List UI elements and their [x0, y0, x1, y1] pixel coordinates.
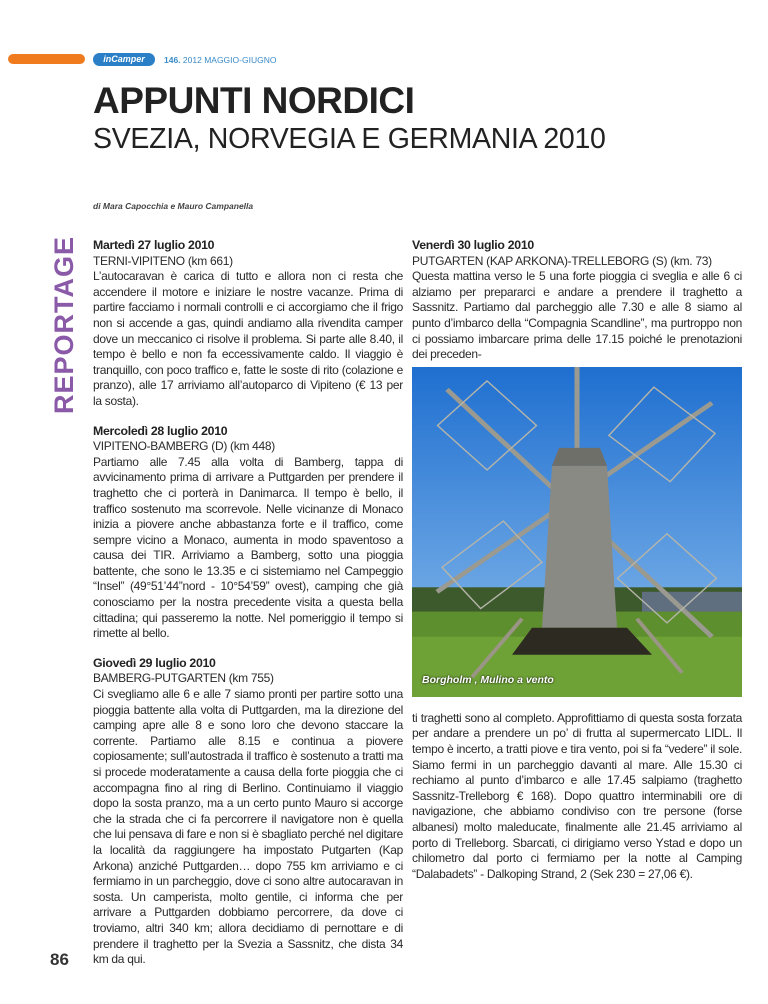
left-column	[93, 238, 403, 982]
entry-text-continued: ti traghetti sono al completo. Approfittiamo di questa sosta forzata per andare a prendere un po’ di frutta al supermercato LIDL. Il tempo è incerto, a tratti piove e tira vento, poi si fa “vedere” il sole. Siamo fermi in un parcheggio davanti al mare. Alle 15.30 ci rechiamo al punto d’imbarco e alle 17.45 salpiamo (traghetto Sassnitz-Trelleborg € 168). Dopo quattro interminabili ore di navigazione, che abbiamo condiviso con tre persone (forse albanesi) molto maleducate, finalmente alle 21.45 arriviamo al porto di Trelleborg. Sbarcati, ci dirigiamo verso Ystad e dopo un chilometro dal porto ci fermiamo per la notte al Camping “Dalabadets” - Dalkoping Strand, 2 (Sek 230 = 27,06 €).	[412, 710, 742, 881]
logo-in: in	[103, 54, 112, 64]
entry-route: PUTGARTEN (KAP ARKONA)-TRELLEBORG (S) (km. 73)	[412, 253, 712, 268]
entry-text: Ci svegliamo alle 6 e alle 7 siamo pronti per partire sotto una pioggia battente alla volta di Puttgarden, ma la direzione del camping apre alle 8 e sono loro che devono staccare la corrente. Partiamo alle 8.15 e continua a piovere copiosamente; sull’autostrada il traffico è sostenuto a tratti ma si procede moderatamente a causa della forte pioggia che ci accompagna fino al ring di Berlino. Continuiamo il viaggio dopo la sosta pranzo, ma a un certo punto Mauro si accorge che la strada che ci fa percorrere il navigatore non è quella che lui pensava di fare e non si è sbagliato perché nel digitare la località da raggiungere ha impostato Putgarten (Kap Arkona) anziché Puttgarden… dopo 755 km arriviamo e ci fermiamo in un parcheggio, dove ci sono altre autocaravan in sosta. Un camperista, molto gentile, ci informa che per arrivare a Puttgarden dobbiamo percorrere, da dove ci troviamo, altri 340 km; allora decidiamo di pernottare e di prendere il traghetto per la Svezia a Sassnitz, che dista 34 km da qui.	[93, 687, 403, 967]
issue-number: 146.	[164, 55, 181, 65]
entry-date: Venerdì 30 luglio 2010	[412, 238, 534, 252]
entry-2	[93, 424, 403, 642]
entry-4	[412, 238, 742, 363]
article-subtitle: SVEZIA, NORVEGIA E GERMANIA 2010	[93, 123, 606, 155]
article-title: APPUNTI NORDICI	[93, 80, 415, 121]
entry-date: Mercoledì 28 luglio 2010	[93, 423, 228, 438]
section-tag	[49, 235, 79, 415]
entry-1	[93, 238, 403, 410]
windmill-photo	[412, 367, 742, 697]
entry-text: Questa mattina verso le 5 una forte pioggia ci sveglia e alle 6 ci alziamo per prepararci e andare a prendere il traghetto a Sassnitz. Partiamo dal parcheggio alle 7.30 e alle 8 siamo al punto d’imbarco della “Compagnia Scandline”, ma purtroppo non ci possiamo imbarcare prima delle 17.15 poiché le prenotazioni dei preceden-	[412, 269, 742, 362]
byline: di Mara Capocchia e Mauro Campanella	[93, 201, 254, 211]
photo-caption: Borgholm , Mulino a vento	[422, 673, 554, 686]
orange-accent-bar	[8, 54, 85, 64]
entry-date: Giovedì 29 luglio 2010	[93, 655, 216, 670]
entry-date: Martedì 27 luglio 2010	[93, 238, 215, 252]
entry-route: TERNI-VIPITENO (km 661)	[93, 253, 233, 268]
logo-rest: Camper	[111, 54, 145, 64]
right-column	[412, 238, 742, 882]
entry-4-continued	[412, 711, 742, 883]
entry-text: Partiamo alle 7.45 alla volta di Bamberg, tappa di avvicinamento prima di arrivare a Puttgarden per prendere il traghetto che ci porterà in Danimarca. Il tempo è bello, il traffico sostenuto ma scorrevole. Nelle vicinanze di Monaco inizia a piovere anche abbastanza forte e il traffico, come sempre vicino a Monaco, aumenta in modo spaventoso a causa dei TIR. Arriviamo a Bamberg, sotto una pioggia battente, che sono le 13.35 e ci sistemiamo nel Campeggio “Insel” (49°51’44”nord - 10°54’59” ovest), camping che già conosciamo per la nostra precedente visita a questa bella cittadina; qui passeremo la notte. Nel pomeriggio il tempo si rimette al bello.	[93, 454, 403, 641]
entry-route: BAMBERG-PUTGARTEN (km 755)	[93, 671, 274, 686]
entry-text: L’autocaravan è carica di tutto e allora non ci resta che accendere il motore e iniziare le nostre vacanze. Prima di partire facciamo i normali controlli e ci accorgiamo che il frigo non si accende a gas, quindi andiamo alla rivendita camper dove un meccanico ci risolve il problema. Si parte alle 8.40, il tempo è bello e non fa eccessivamente caldo. Il viaggio è tranquillo, con poco traffico e, fatte le soste di rito (colazione e pranzo), alle 17 arriviamo all’autoparco di Vipiteno (€ 13 per la sosta).	[93, 269, 403, 408]
entry-route: VIPITENO-BAMBERG (D) (km 448)	[93, 439, 275, 454]
section-tag-label: REPORTAGE	[49, 235, 79, 415]
page-number: 86	[50, 950, 69, 969]
magazine-logo	[93, 53, 155, 66]
issue-date: 2012 MAGGIO-GIUGNO	[182, 55, 277, 65]
entry-3	[93, 656, 403, 968]
issue-info	[164, 54, 276, 66]
